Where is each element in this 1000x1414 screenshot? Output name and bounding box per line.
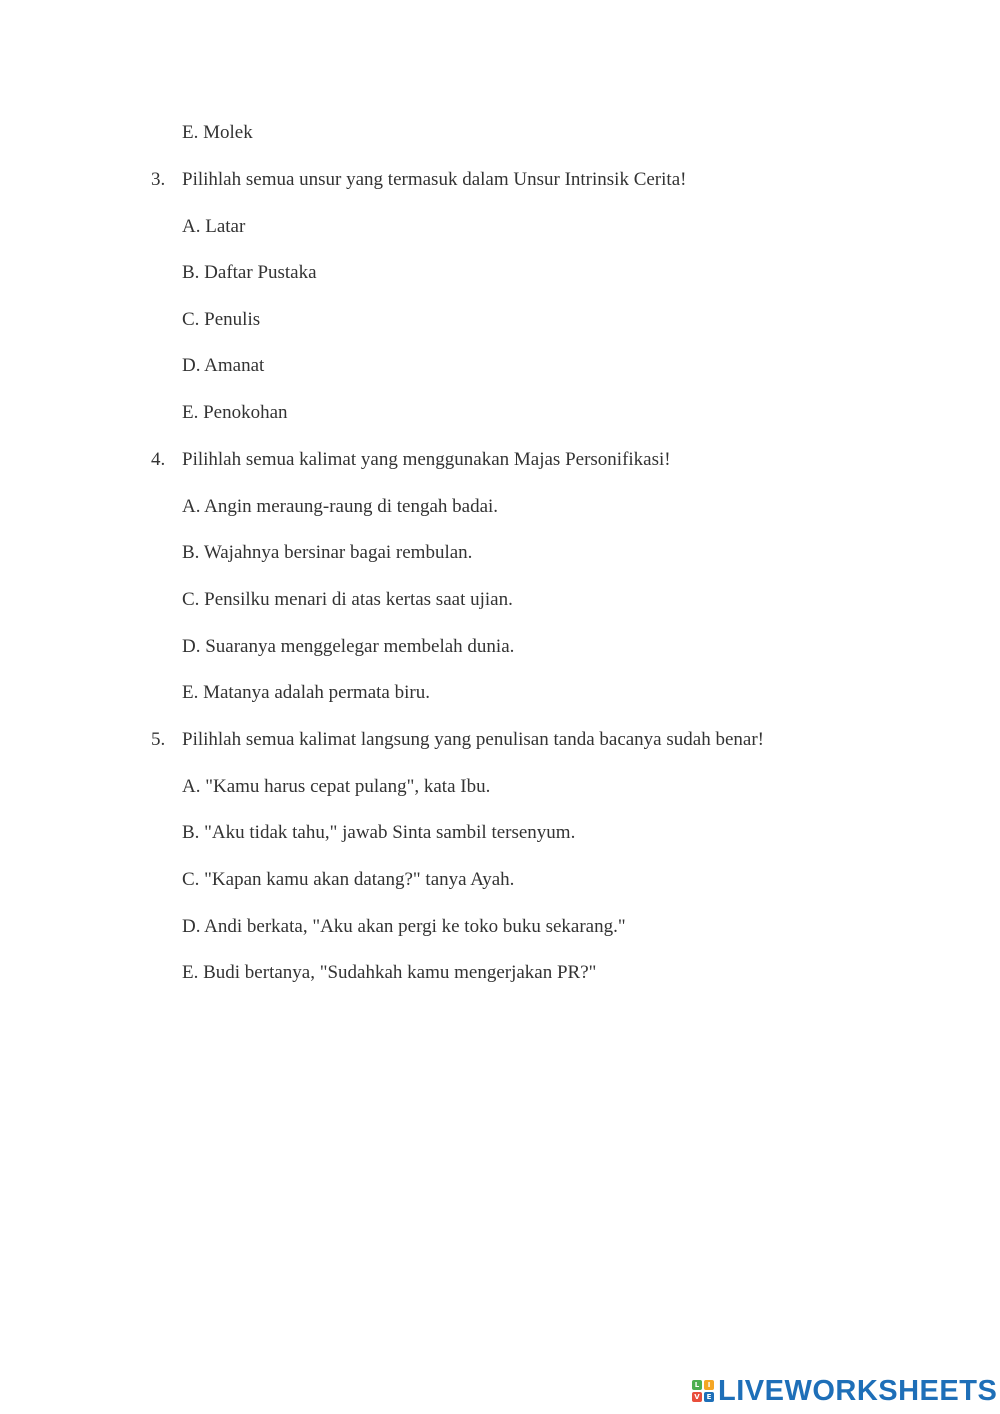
logo-mark-e: E (704, 1392, 714, 1402)
question-3-option-a[interactable]: A. Latar (182, 216, 246, 237)
question-3-text: Pilihlah semua unsur yang termasuk dalam Unsur Intrinsik Cerita! (182, 169, 687, 190)
question-3-option-d[interactable]: D. Amanat (182, 355, 265, 376)
question-4-text: Pilihlah semua kalimat yang menggunakan Majas Personifikasi! (182, 449, 671, 470)
question-4-number: 4. (151, 449, 166, 470)
question-4-option-c[interactable]: C. Pensilku menari di atas kertas saat ujian. (182, 589, 513, 610)
question-5-option-a[interactable]: A. "Kamu harus cepat pulang", kata Ibu. (182, 776, 491, 797)
question-5-option-e[interactable]: E. Budi bertanya, "Sudahkah kamu mengerjakan PR?" (182, 962, 597, 983)
liveworksheets-logo (692, 1374, 997, 1408)
question-4-option-e[interactable]: E. Matanya adalah permata biru. (182, 682, 430, 703)
question-5-option-c[interactable]: C. "Kapan kamu akan datang?" tanya Ayah. (182, 869, 515, 890)
question-3-option-c[interactable]: C. Penulis (182, 309, 261, 330)
question-3-option-e[interactable]: E. Penokohan (182, 402, 288, 423)
question-5-option-b[interactable]: B. "Aku tidak tahu," jawab Sinta sambil tersenyum. (182, 822, 576, 843)
logo-mark-v: V (692, 1392, 702, 1402)
question-5-option-d[interactable]: D. Andi berkata, "Aku akan pergi ke toko buku sekarang." (182, 916, 626, 937)
question-5-number: 5. (151, 729, 166, 750)
question-2-option-e: E. Molek (182, 122, 253, 143)
question-4-option-b[interactable]: B. Wajahnya bersinar bagai rembulan. (182, 542, 473, 563)
question-5-text: Pilihlah semua kalimat langsung yang penulisan tanda bacanya sudah benar! (182, 729, 764, 750)
liveworksheets-logo-text: LIVEWORKSHEETS (718, 1374, 998, 1407)
question-4-option-a[interactable]: A. Angin meraung-raung di tengah badai. (182, 496, 499, 517)
liveworksheets-logo-icon (692, 1380, 714, 1402)
logo-mark-l: L (692, 1380, 702, 1390)
question-4-option-d[interactable]: D. Suaranya menggelegar membelah dunia. (182, 636, 515, 657)
question-3-number: 3. (151, 169, 166, 190)
logo-mark-i: I (704, 1380, 714, 1390)
question-3-option-b[interactable]: B. Daftar Pustaka (182, 262, 317, 283)
